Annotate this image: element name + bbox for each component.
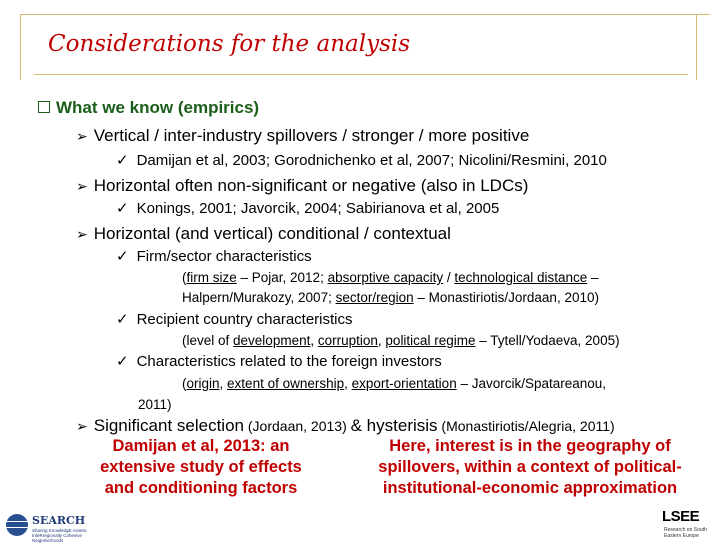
lsee-logo-name: LSEE <box>662 508 700 525</box>
item-foreign-detail-2: 2011) <box>138 397 172 412</box>
checkbox-bullet-icon <box>38 101 50 113</box>
item-foreign: ✓ Characteristics related to the foreign investors <box>116 353 442 370</box>
item-recipient: ✓ Recipient country characteristics <box>116 311 353 328</box>
check-bullet-icon: ✓ <box>116 311 129 328</box>
callout-left: Damijan et al, 2013: an extensive study of effects and conditioning factors <box>100 437 302 497</box>
frame-right-border <box>696 14 697 80</box>
item-firm: ✓ Firm/sector characteristics <box>116 248 312 265</box>
check-bullet-icon: ✓ <box>116 152 129 169</box>
frame-top-border <box>20 14 710 15</box>
item-firm-detail-2: Halpern/Murakozy, 2007; sector/region – Monastiriotis/Jordaan, 2010) <box>182 290 599 305</box>
item-selection: ➢ Significant selection (Jordaan, 2013) & hysterisis (Monastiriotis/Alegria, 2011) <box>76 416 615 435</box>
item-vertical: ➢ Vertical / inter-industry spillovers / stronger / more positive <box>76 126 530 145</box>
check-bullet-icon: ✓ <box>116 248 129 265</box>
search-logo <box>0 508 130 543</box>
check-bullet-icon: ✓ <box>116 200 129 217</box>
frame-left-border <box>20 14 21 80</box>
search-logo-subtitle: Sharing KnowledgE Assets: InteRregionally Cohesive NeigHborhoods <box>32 528 88 543</box>
check-bullet-icon: ✓ <box>116 353 129 370</box>
lsee-logo-subtitle: Research on South Eastern Europe <box>664 527 707 539</box>
arrow-bullet-icon: ➢ <box>76 178 88 194</box>
heading-what-we-know: What we know (empirics) <box>38 98 259 118</box>
search-logo-name: SEARCH <box>32 514 86 527</box>
item-foreign-detail-1: (origin, extent of ownership, export-orientation – Javorcik/Spatareanou, <box>182 376 607 391</box>
item-firm-detail-1: (firm size – Pojar, 2012; absorptive capacity / technological distance – <box>182 270 599 285</box>
title-rule <box>34 74 688 75</box>
arrow-bullet-icon: ➢ <box>76 128 88 144</box>
callout-right: Here, interest is in the geography of spillovers, within a context of political- institutional-economic approximation <box>378 437 682 497</box>
globe-icon <box>6 514 28 536</box>
item-conditional: ➢ Horizontal (and vertical) conditional / contextual <box>76 224 451 243</box>
item-horizontal: ➢ Horizontal often non-significant or negative (also in LDCs) <box>76 176 529 195</box>
item-vertical-refs: ✓ Damijan et al, 2003; Gorodnichenko et al, 2007; Nicolini/Resmini, 2010 <box>116 152 607 169</box>
item-recipient-detail: (level of development, corruption, political regime – Tytell/Yodaeva, 2005) <box>182 333 620 348</box>
arrow-bullet-icon: ➢ <box>76 226 88 242</box>
lsee-logo <box>660 508 718 540</box>
item-horizontal-refs: ✓ Konings, 2001; Javorcik, 2004; Sabirianova et al, 2005 <box>116 200 500 217</box>
slide-title: Considerations for the analysis <box>48 31 411 57</box>
arrow-bullet-icon: ➢ <box>76 418 88 434</box>
